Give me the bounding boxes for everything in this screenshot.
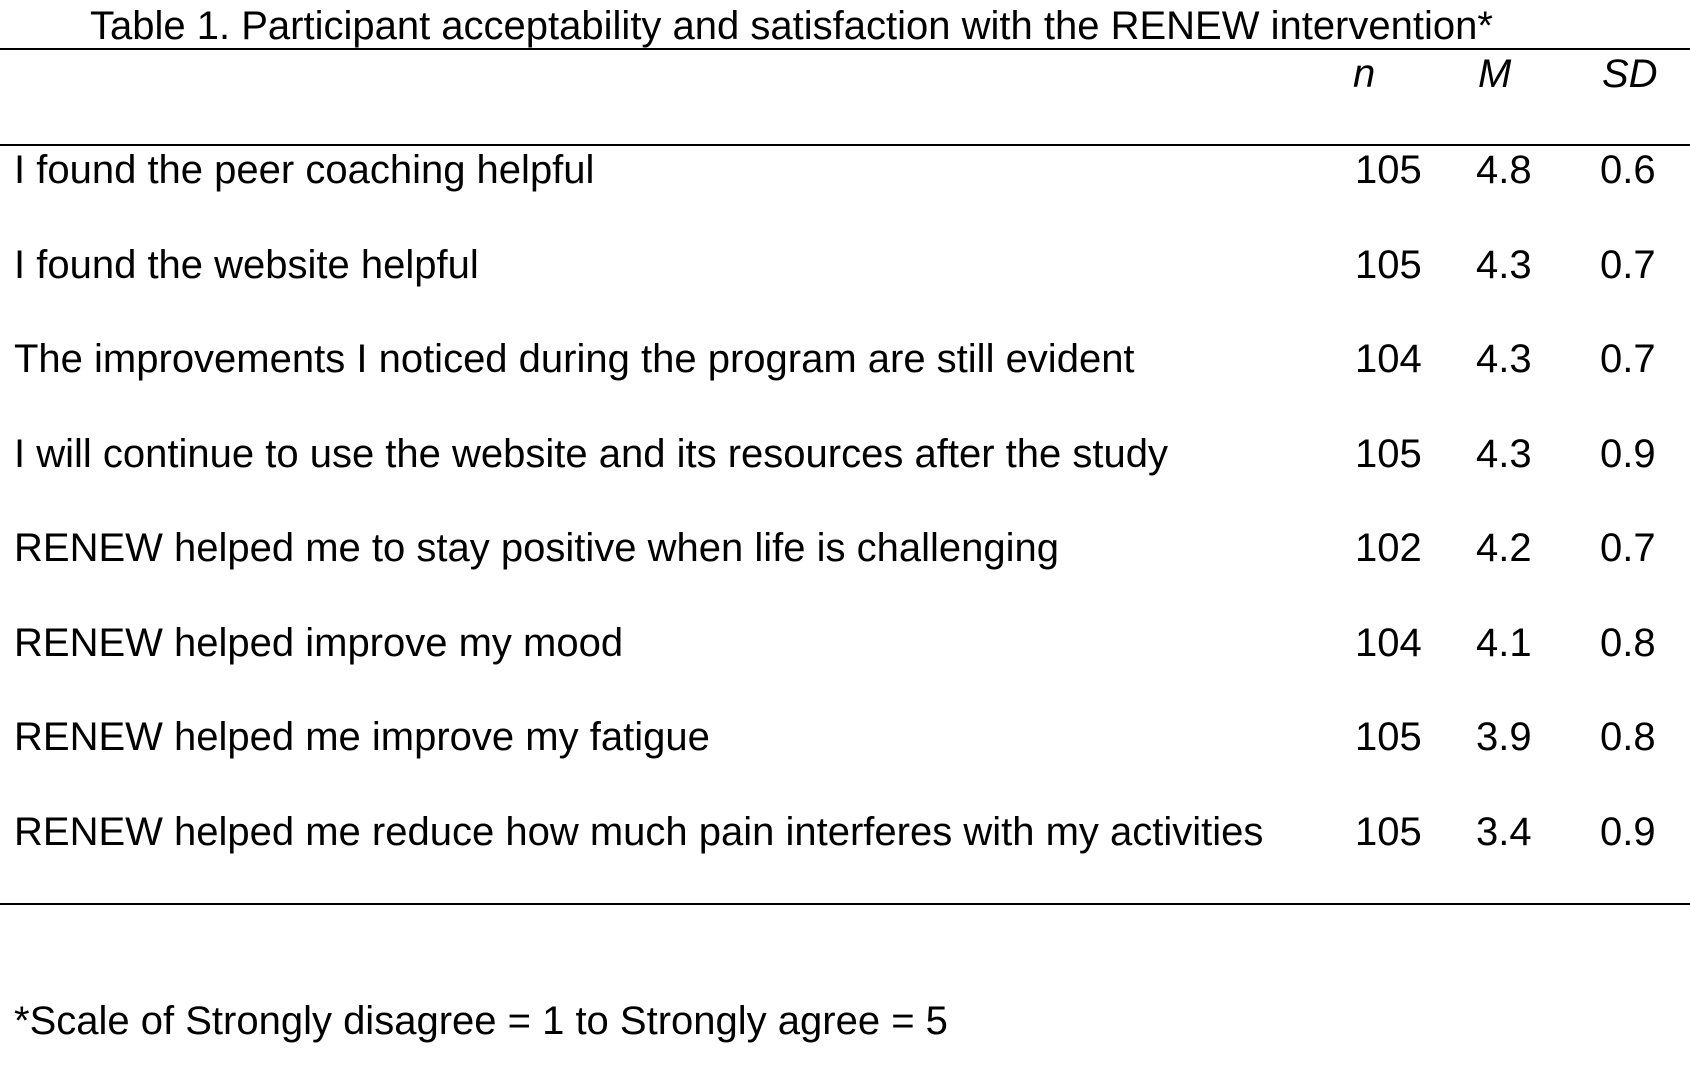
table-body xyxy=(0,146,1690,902)
row-n: 105 xyxy=(1355,148,1422,192)
row-sd: 0.7 xyxy=(1600,242,1656,287)
row-n: 105 xyxy=(1355,715,1422,759)
row-n: 104 xyxy=(1355,337,1422,381)
table-row xyxy=(0,146,1690,241)
row-n: 104 xyxy=(1355,620,1422,665)
table-row xyxy=(0,241,1690,336)
column-header-n: n xyxy=(1353,52,1376,96)
table-row xyxy=(0,430,1690,525)
row-item: I found the website helpful xyxy=(14,242,479,287)
row-item: RENEW helped improve my mood xyxy=(14,620,624,665)
table-row xyxy=(0,524,1690,619)
row-m: 4.2 xyxy=(1476,526,1532,570)
row-item: RENEW helped me reduce how much pain interferes with my activities xyxy=(14,809,1264,854)
row-m: 3.4 xyxy=(1476,809,1532,854)
table-footnote: *Scale of Strongly disagree = 1 to Strongly agree = 5 xyxy=(14,999,948,1043)
row-m: 3.9 xyxy=(1476,715,1532,759)
row-item: The improvements I noticed during the program are still evident xyxy=(14,337,1135,381)
row-n: 105 xyxy=(1355,242,1422,287)
row-sd: 0.8 xyxy=(1600,715,1656,759)
row-m: 4.3 xyxy=(1476,431,1532,476)
row-item: RENEW helped me improve my fatigue xyxy=(14,715,710,759)
row-item: RENEW helped me to stay positive when life is challenging xyxy=(14,526,1059,570)
table-row xyxy=(0,713,1690,808)
table-row xyxy=(0,619,1690,714)
row-m: 4.3 xyxy=(1476,337,1532,381)
column-header-m: M xyxy=(1478,52,1512,96)
row-item: I found the peer coaching helpful xyxy=(14,148,595,192)
row-n: 105 xyxy=(1355,431,1422,476)
row-m: 4.8 xyxy=(1476,148,1532,192)
row-sd: 0.7 xyxy=(1600,337,1656,381)
row-sd: 0.6 xyxy=(1600,148,1656,192)
row-m: 4.3 xyxy=(1476,242,1532,287)
table-row xyxy=(0,335,1690,430)
row-n: 105 xyxy=(1355,809,1422,854)
top-rule xyxy=(0,48,1690,50)
bottom-rule xyxy=(0,903,1690,905)
row-item: I will continue to use the website and its resources after the study xyxy=(14,431,1168,476)
row-n: 102 xyxy=(1355,526,1422,570)
table-caption: Table 1. Participant acceptability and satisfaction with the RENEW intervention* xyxy=(90,4,1493,48)
row-sd: 0.7 xyxy=(1600,526,1656,570)
row-sd: 0.9 xyxy=(1600,431,1656,476)
row-sd: 0.8 xyxy=(1600,620,1656,665)
column-header-sd: SD xyxy=(1602,52,1658,96)
table-row xyxy=(0,808,1690,903)
row-sd: 0.9 xyxy=(1600,809,1656,854)
row-m: 4.1 xyxy=(1476,620,1532,665)
